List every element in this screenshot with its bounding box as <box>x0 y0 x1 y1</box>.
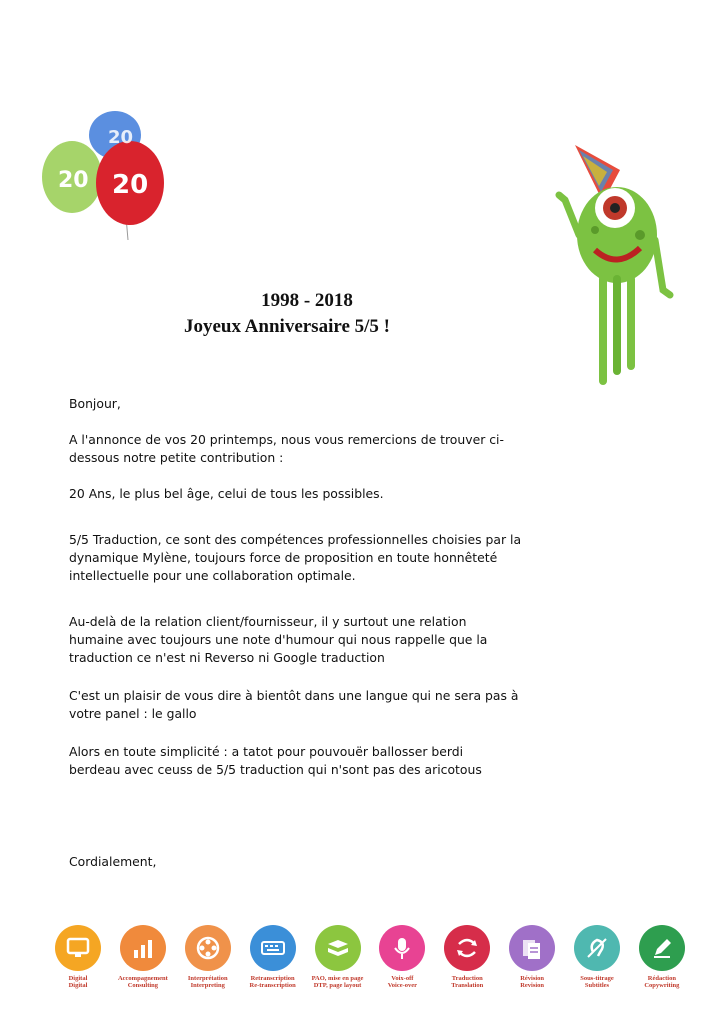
service-dtp <box>310 925 366 995</box>
balloon-label-green: 20 <box>58 168 89 193</box>
keyboard-icon <box>250 925 296 971</box>
book-icon <box>315 925 361 971</box>
service-label: Révision Revision <box>520 975 545 989</box>
services-footer <box>50 925 690 995</box>
microphone-icon <box>379 925 425 971</box>
service-translation <box>439 925 495 995</box>
hearing-icon <box>574 925 620 971</box>
paragraph-1: A l'annonce de vos 20 printemps, nous vous remercions de trouver ci- dessous notre petite contribution : <box>69 432 504 465</box>
documents-icon <box>509 925 555 971</box>
film-reel-icon <box>185 925 231 971</box>
service-subtitles <box>569 925 625 995</box>
service-copywriting <box>634 925 690 995</box>
service-label: Voix-off Voice-over <box>387 975 418 989</box>
letter-heading <box>0 288 724 340</box>
closing: Cordialement, <box>69 854 157 869</box>
balloons-icon <box>40 105 180 245</box>
service-label: Interprétation Interpreting <box>187 975 228 989</box>
chart-icon <box>120 925 166 971</box>
service-revision <box>504 925 560 995</box>
pen-icon <box>639 925 685 971</box>
service-label: Traduction Translation <box>451 975 484 989</box>
balloon-label-blue: 20 <box>108 127 134 148</box>
paragraph-2: 20 Ans, le plus bel âge, celui de tous les possibles. <box>69 486 384 501</box>
service-transcription <box>245 925 301 995</box>
service-label: PAO, mise en page DTP, page layout <box>311 975 364 989</box>
service-label: Digital Digital <box>68 975 88 989</box>
service-interpreting <box>180 925 236 995</box>
service-digital <box>50 925 106 995</box>
letter-body <box>69 395 569 779</box>
monitor-icon <box>55 925 101 971</box>
years-heading: 1998 - 2018 <box>261 290 353 311</box>
party-monster-icon <box>555 140 680 390</box>
service-label: Rédaction Copywriting <box>644 975 680 989</box>
paragraph-5: C'est un plaisir de vous dire à bientôt dans une langue qui ne sera pas à votre panel : le gallo <box>69 688 519 721</box>
service-label: Retranscription Re-transcription <box>249 975 296 989</box>
paragraph-4: Au-delà de la relation client/fournisseur, il y surtout une relation humaine avec toujours une note d'humour qui nous rappelle que la traduction ce n'est ni Reverso ni Google traduction <box>69 614 488 665</box>
service-label: Accompagnement Consulting <box>117 975 168 989</box>
greeting: Bonjour, <box>69 396 121 411</box>
paragraph-6: Alors en toute simplicité : a tatot pour pouvouër ballosser berdi berdeau avec ceuss de 5/5 traduction qui n'sont pas des aricotous <box>69 744 482 777</box>
paragraph-3: 5/5 Traduction, ce sont des compétences professionnelles choisies par la dynamique Mylène, toujours force de proposition en toute honnêteté intellectuelle pour une collaboration optimale. <box>69 532 522 583</box>
service-voice-over <box>374 925 430 995</box>
service-label: Sous-titrage Subtitles <box>580 975 614 989</box>
service-consulting <box>115 925 171 995</box>
anniversary-title: Joyeux Anniversaire 5/5 ! <box>183 316 390 337</box>
balloon-label-red: 20 <box>112 170 149 200</box>
translate-icon <box>444 925 490 971</box>
